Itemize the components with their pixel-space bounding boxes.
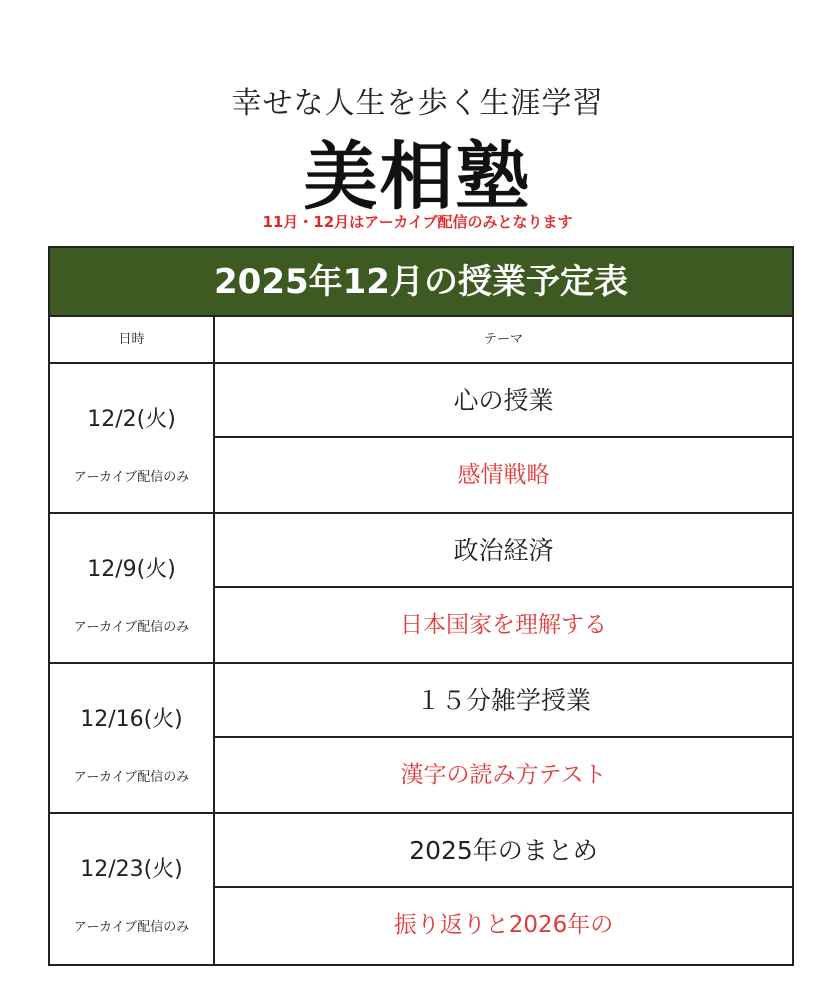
date-cell xyxy=(50,814,215,964)
date-cell xyxy=(50,514,215,662)
brand-name: 美相塾 xyxy=(303,134,532,220)
table-row xyxy=(50,514,792,664)
column-header-date: 日時 xyxy=(50,317,215,362)
archive-notice: 11月・12月はアーカイブ配信のみとなります xyxy=(262,213,573,231)
lesson-theme: 政治経済 xyxy=(215,514,792,588)
table-row xyxy=(50,364,792,514)
archive-label: アーカイブ配信のみ xyxy=(73,620,190,635)
lesson-theme: １５分雑学授業 xyxy=(215,664,792,738)
date-cell xyxy=(50,664,215,812)
lesson-date: 12/23(火) xyxy=(80,857,183,882)
table-header-row xyxy=(50,317,792,364)
archive-label: アーカイブ配信のみ xyxy=(73,920,190,935)
table-row xyxy=(50,664,792,814)
lesson-theme: 2025年のまとめ xyxy=(215,814,792,888)
table-row xyxy=(50,814,792,964)
lesson-date: 12/9(火) xyxy=(87,557,176,582)
schedule-table xyxy=(48,246,794,966)
lesson-date: 12/2(火) xyxy=(87,407,176,432)
lesson-theme: 心の授業 xyxy=(215,364,792,438)
lesson-topic: 振り返りと2026年の xyxy=(393,912,614,938)
archive-label: アーカイブ配信のみ xyxy=(73,770,190,785)
tagline: 幸せな人生を歩く生涯学習 xyxy=(231,86,604,121)
column-header-theme: テーマ xyxy=(483,332,523,347)
lesson-topic: 感情戦略 xyxy=(457,462,550,488)
date-cell xyxy=(50,364,215,512)
lesson-topic: 漢字の読み方テスト xyxy=(400,762,607,788)
archive-label: アーカイブ配信のみ xyxy=(73,470,190,485)
lesson-date: 12/16(火) xyxy=(80,707,183,732)
table-title: 2025年12月の授業予定表 xyxy=(50,248,792,317)
lesson-topic: 日本国家を理解する xyxy=(400,612,607,638)
